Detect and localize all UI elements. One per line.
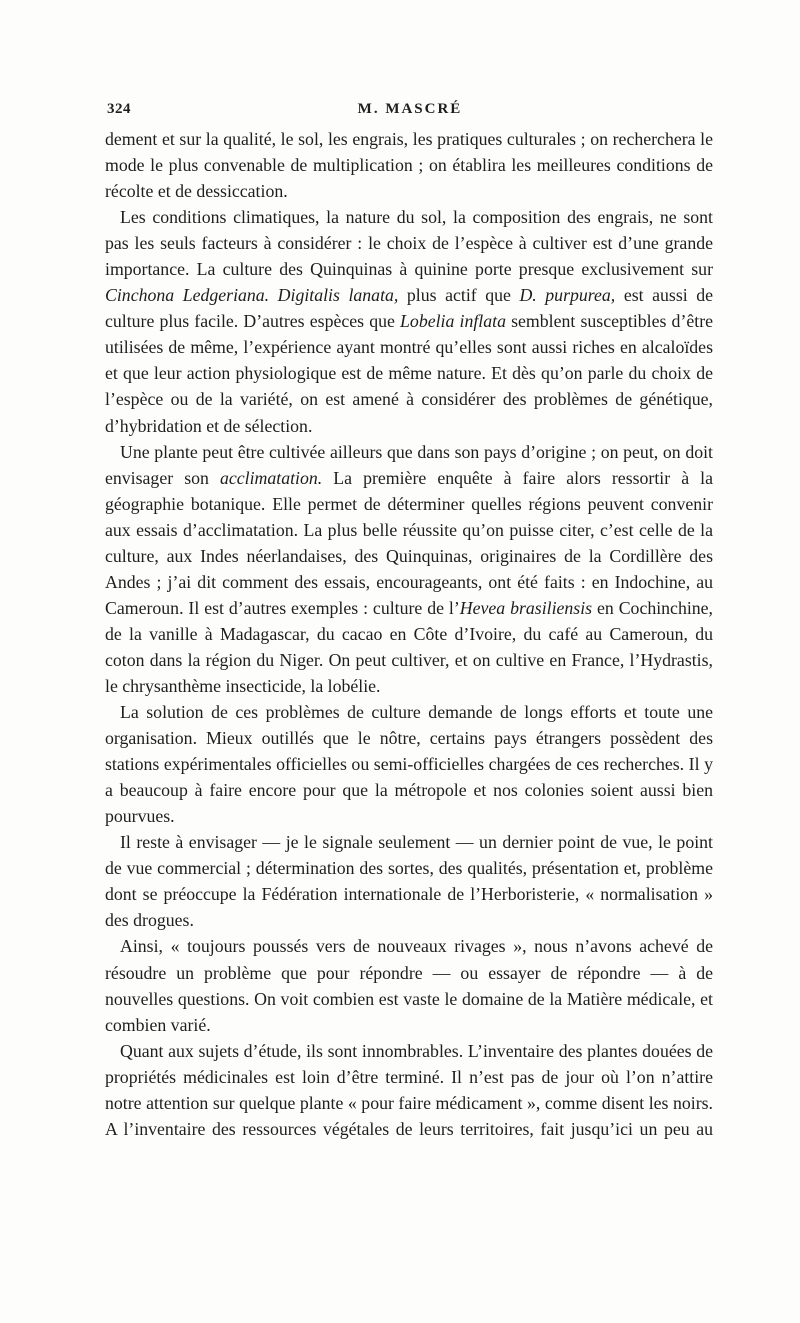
page-header bbox=[107, 101, 713, 125]
paragraph-3 bbox=[105, 439, 713, 699]
italic-term: D. purpurea, bbox=[519, 285, 616, 306]
paragraph-4 bbox=[105, 699, 713, 829]
text-run: en Cochinchine, de la vanille à Madagascar, du cacao en Côte d’Ivoire, du café au Cameroun, du coton dans la région du Niger. On peut cultiver, et on cultive en France, l’Hydrastis, le chrysanthème insecticide, la lobélie. bbox=[105, 597, 714, 696]
paragraph-1 bbox=[105, 126, 713, 204]
text-run: Ainsi, « toujours poussés vers de nouveaux rivages », nous n’avons achevé de résoudre un problème que pour répondre — ou essayer de répondre — à de nouvelles questions. On voit combien est vaste le domaine de la Matière médicale, et combien varié. bbox=[105, 936, 713, 1035]
text-run: Une plante peut être cultivée ailleurs que dans son pays d’origine ; on peut, on doit envisager son bbox=[105, 441, 713, 488]
paragraph-2 bbox=[105, 204, 713, 438]
italic-term: acclimatation. bbox=[219, 467, 323, 488]
text-run: est aussi de culture plus facile. D’autres espèces que bbox=[105, 285, 714, 332]
text-run: Les conditions climatiques, la nature du sol, la composition des engrais, ne sont pas les seuls facteurs à considérer : le choix de l’espèce à cultiver est d’une grande importance. La culture des Quinquinas à quinine porte presque exclusivement sur bbox=[105, 207, 713, 280]
text-run: dement et sur la qualité, le sol, les engrais, les pratiques culturales ; on recherchera le mode le plus convenable de multiplication ; on établira les meilleures conditions de récolte et de dessiccation. bbox=[105, 129, 713, 202]
text-run: Quant aux sujets d’étude, ils sont innombrables. L’inventaire des plantes douées de propriétés médicinales est loin d’être terminé. Il n’est pas de jour où l’on n’attire notre attention sur quelque plante « pour faire médicament », comme disent les noirs. A l’inventaire des ressources végétales de leurs territoires, fait jusqu’ici un peu au bbox=[105, 1040, 713, 1139]
text-run: semblent susceptibles d’être utilisées de même, l’expérience ayant montré qu’elles sont aussi riches en alcaloïdes et que leur action physiologique est de même nature. Et dès qu’on parle du choix de l’espèce ou de la variété, on est amené à considérer des problèmes de génétique, d’hybridation et de sélection. bbox=[105, 311, 714, 436]
text-run: La solution de ces problèmes de culture demande de longs efforts et toute une organisation. Mieux outillés que le nôtre, certains pays étrangers possèdent des stations expérimentales officielles ou semi-officielles chargées de ces recherches. Il y a beaucoup à faire encore pour que la métropole et nos colonies soient aussi bien pourvues. bbox=[105, 702, 713, 827]
text-run: La première enquête à faire alors ressortir à la géographie botanique. Elle permet de déterminer quelles régions peuvent convenir aux essais d’acclimatation. La plus belle réussite qu’on puisse citer, c’est celle de la culture, aux Indes néerlandaises, des Quinquinas, originaires de la Cordillère des Andes ; j’ai dit comment des essais, encourageants, ont été faits : en Indochine, au Cameroun. Il est d’autres exemples : culture de l’ bbox=[105, 467, 713, 618]
paragraph-5 bbox=[105, 829, 713, 933]
text-run: Il reste à envisager — je le signale seulement — un dernier point de vue, le point de vue commercial ; détermination des sortes, des qualités, présentation et, problème dont se préoccupe la Fédération internationale de l’Herboristerie, « normalisation » des drogues. bbox=[105, 832, 713, 931]
paragraph-6 bbox=[105, 933, 713, 1037]
body-text bbox=[105, 126, 713, 1142]
text-run: plus actif que bbox=[398, 285, 520, 306]
italic-term: Cinchona Ledgeriana. Digitalis lanata, bbox=[105, 285, 399, 306]
italic-term: Hevea brasiliensis bbox=[459, 597, 593, 618]
italic-term: Lobelia inflata bbox=[400, 311, 506, 332]
paragraph-7 bbox=[105, 1038, 713, 1142]
running-head: M. MASCRÉ bbox=[357, 101, 463, 117]
page-number: 324 bbox=[107, 101, 131, 117]
